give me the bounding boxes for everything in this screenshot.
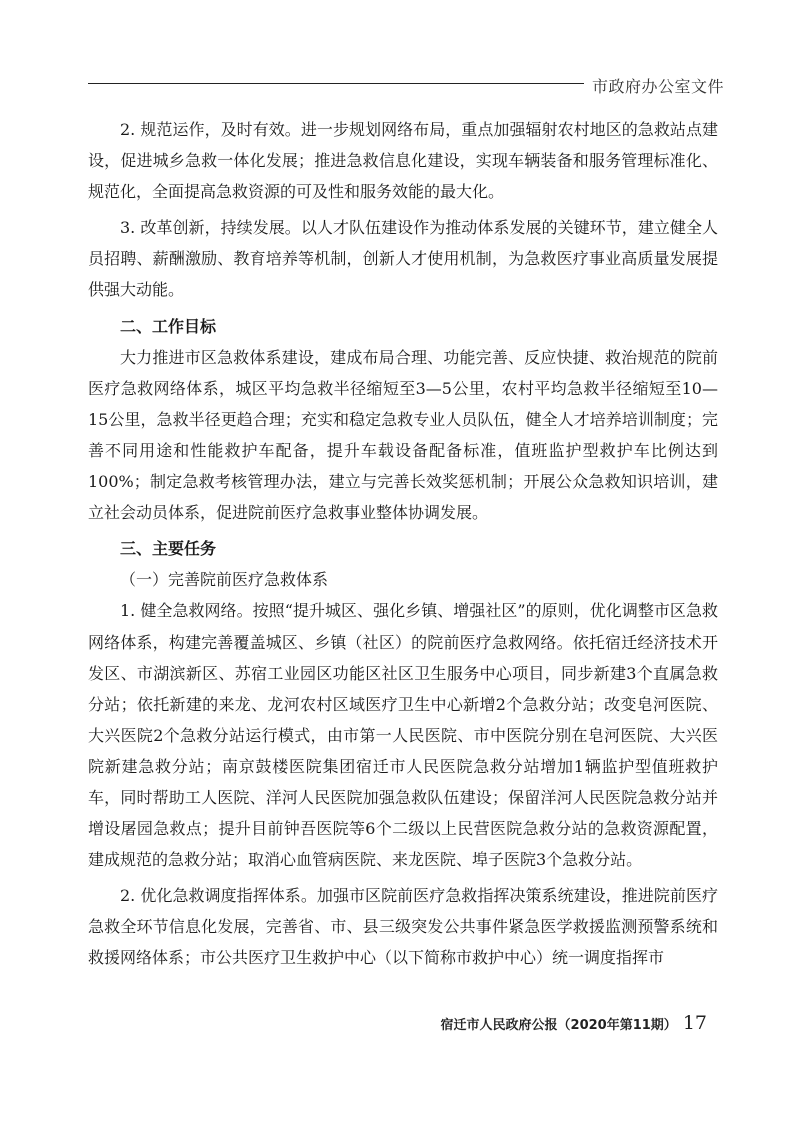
- document-body: [88, 114, 718, 974]
- subsection-heading-improve-system: （一）完善院前医疗急救体系: [120, 570, 329, 590]
- header-rule: [88, 83, 584, 84]
- paragraph-dispatch-system: 2. 优化急救调度指挥体系。加强市区院前医疗急救指挥决策系统建设，推进院前医疗急救全环节信息化发展，完善省、市、县三级突发公共事件紧急医学救援监测预警系统和救援网络体系；市公共医疗卫生救护中心（以下简称市救护中心）统一调度指挥市: [88, 886, 718, 968]
- section-heading-main-tasks: 三、主要任务: [120, 539, 217, 559]
- page-footer: [441, 1012, 707, 1034]
- section-heading-work-goals: 二、工作目标: [120, 316, 217, 336]
- paragraph-standardized-operation: 2. 规范运作，及时有效。进一步规划网络布局，重点加强辐射农村地区的急救站点建设，促进城乡急救一体化发展；推进急救信息化建设，实现车辆装备和服务管理标准化、规范化，全面提高急救资源的可及性和服务效能的最大化。: [88, 120, 718, 202]
- publication-name: 宿迁市人民政府公报（2020年第11期）: [440, 1018, 677, 1033]
- page-number: 17: [682, 1012, 707, 1034]
- running-header: 市政府办公室文件: [592, 77, 725, 96]
- paragraph-work-goals: 大力推进市区急救体系建设，建成布局合理、功能完善、反应快捷、救治规范的院前医疗急救网络体系，城区平均急救半径缩短至3—5公里，农村平均急救半径缩短至10—15公里，急救半径更趋合理；充实和稳定急救专业人员队伍，健全人才培养培训制度；完善不同用途和性能救护车配备，提升车载设备配备标准，值班监护型救护车比例达到100%；制定急救考核管理办法，建立与完善长效奖惩机制；开展公众急救知识培训，建立社会动员体系，促进院前医疗急救事业整体协调发展。: [88, 347, 718, 523]
- paragraph-reform-innovation: 3. 改革创新，持续发展。以人才队伍建设作为推动体系发展的关键环节，建立健全人员招聘、薪酬激励、教育培养等机制，创新人才使用机制，为急救医疗事业高质量发展提供强大动能。: [88, 218, 718, 300]
- paragraph-emergency-network: 1. 健全急救网络。按照“提升城区、强化乡镇、增强社区”的原则，优化调整市区急救网络体系，构建完善覆盖城区、乡镇（社区）的院前医疗急救网络。依托宿迁经济技术开发区、市湖滨新区、苏宿工业园区功能区社区卫生服务中心项目，同步新建3个直属急救分站；依托新建的来龙、龙河农村区域医疗卫生中心新增2个急救分站；改变皂河医院、大兴医院2个急救分站运行模式，由市第一人民医院、市中医院分别在皂河医院、大兴医院新建急救分站；南京鼓楼医院集团宿迁市人民医院急救分站增加1辆监护型值班救护车，同时帮助工人医院、洋河人民医院加强急救队伍建设；保留洋河人民医院急救分站并增设屠园急救点；提升目前钟吾医院等6个二级以上民营医院急救分站的急救资源配置，建成规范的急救分站；取消心血管病医院、来龙医院、埠子医院3个急救分站。: [88, 601, 718, 870]
